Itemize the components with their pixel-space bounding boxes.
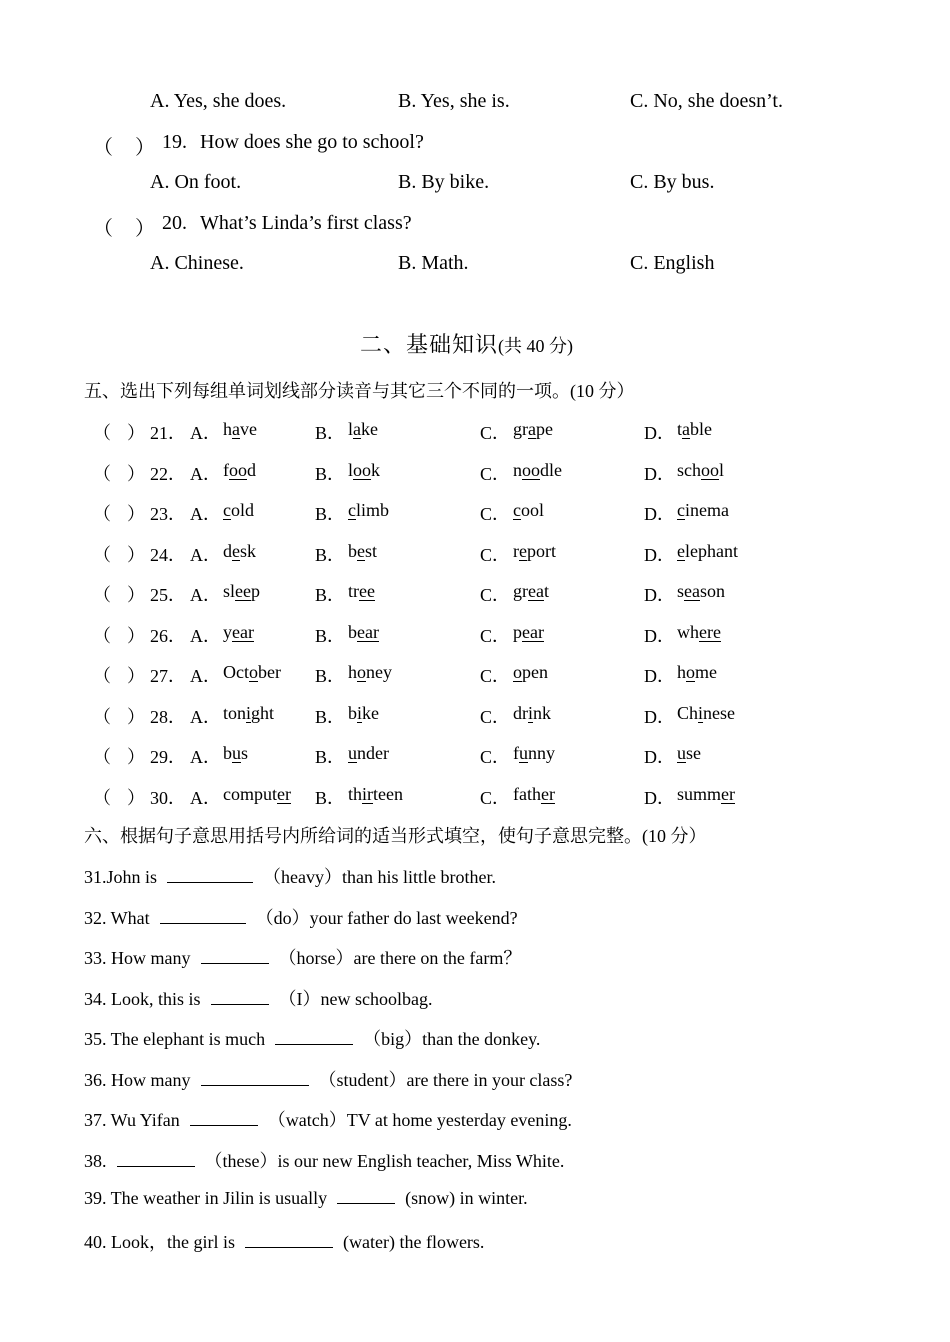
word-suffix: ool <box>521 500 545 520</box>
section-two-title <box>360 328 573 359</box>
fill-blank-item <box>84 1066 572 1092</box>
option-word <box>513 703 551 724</box>
word-suffix: old <box>231 500 255 520</box>
fill-blank-item <box>84 1187 528 1209</box>
option-word <box>223 662 281 683</box>
option-word <box>223 500 254 521</box>
option-letter: D． <box>644 666 675 686</box>
sentence-start: 39. The weather in Jilin is usually <box>84 1188 328 1208</box>
word-prefix: ton <box>223 702 247 723</box>
option-word <box>677 784 735 805</box>
word-prefix: t <box>677 419 683 439</box>
option-letter: B． <box>315 585 346 605</box>
q20-number: 20. <box>162 212 187 234</box>
underlined-letters: ear <box>357 621 379 642</box>
underlined-letters: o <box>513 662 522 682</box>
underlined-letters: oo <box>701 459 719 480</box>
section-six-heading: 六、根据句子意思用括号内所给词的适当形式填空，使句子意思完整。(10 分） <box>84 826 707 846</box>
q19-option-c: C. By bus. <box>630 171 715 193</box>
word-suffix: ke <box>361 419 379 439</box>
question-number: 28． <box>150 706 186 727</box>
word-suffix: nese <box>703 702 736 723</box>
answer-blank[interactable] <box>245 1231 333 1248</box>
option-letter: D． <box>644 747 675 767</box>
option-letter: C． <box>480 423 511 443</box>
answer-paren[interactable]: （ ） <box>93 666 145 686</box>
option-word <box>348 662 392 683</box>
word-suffix: son <box>700 581 726 601</box>
answer-paren[interactable]: （ ） <box>93 504 145 524</box>
underlined-letters: e <box>519 540 527 561</box>
word-suffix: port <box>527 540 556 561</box>
underlined-letters: ir <box>362 783 374 804</box>
option-letter: A． <box>190 463 221 484</box>
option-word <box>677 703 735 724</box>
option-letter: B． <box>315 747 346 767</box>
option-word <box>348 703 379 724</box>
option-word <box>223 460 256 481</box>
word-prefix: p <box>513 621 522 642</box>
question-number: 27． <box>150 666 186 686</box>
option-word <box>513 541 556 562</box>
word-prefix: b <box>348 702 357 723</box>
option-letter: D． <box>644 625 675 646</box>
word-prefix: s <box>677 581 685 601</box>
answer-paren[interactable]: （ ） <box>93 747 145 767</box>
underlined-letters: a <box>682 419 691 439</box>
sentence-start: 31.John is <box>84 867 158 887</box>
sentence-start: 34. Look, this is <box>84 988 201 1009</box>
option-word <box>677 581 725 602</box>
option-letter: D． <box>644 544 675 565</box>
question-number: 23． <box>150 504 186 524</box>
fill-blank-item <box>84 1106 572 1132</box>
q20-option-a: A. Chinese. <box>150 252 244 274</box>
underlined-letters: ea <box>528 581 544 601</box>
word-suffix: k <box>371 459 381 480</box>
underlined-letters: u <box>232 743 241 763</box>
underlined-letters: ea <box>684 581 700 601</box>
word-prefix: tr <box>348 581 359 601</box>
option-letter: A． <box>190 625 221 646</box>
word-suffix: nny <box>528 743 555 763</box>
option-letter: C． <box>480 544 511 565</box>
fill-blank-item <box>84 1228 484 1254</box>
answer-paren[interactable]: （ ） <box>93 463 145 484</box>
answer-paren[interactable]: （ ） <box>93 423 145 443</box>
underlined-letters: c <box>513 500 521 520</box>
underlined-letters: e <box>232 540 240 561</box>
underlined-letters: a <box>353 419 362 439</box>
option-letter: C． <box>480 706 511 727</box>
option-letter: D． <box>644 787 675 808</box>
question-number: 22． <box>150 463 186 484</box>
section-two-title-text: 二、基础知识 <box>360 332 499 357</box>
answer-paren[interactable]: （ ） <box>93 585 145 605</box>
question-number: 21． <box>150 423 186 443</box>
word-prefix: b <box>348 621 357 642</box>
option-letter: C． <box>480 504 511 524</box>
option-word <box>223 784 291 805</box>
option-letter: B． <box>315 423 346 443</box>
option-word <box>223 703 274 724</box>
answer-blank[interactable] <box>337 1187 395 1204</box>
option-word <box>348 500 389 521</box>
q19-option-b: B. By bike. <box>398 171 490 193</box>
answer-blank[interactable] <box>201 947 269 964</box>
word-suffix: ke <box>362 702 380 723</box>
q20-answer-paren[interactable]: （ ） <box>93 218 155 240</box>
underlined-letters: i <box>698 702 704 723</box>
option-word <box>677 743 701 764</box>
option-word <box>513 581 549 602</box>
underlined-letters: ear <box>232 621 254 642</box>
option-word <box>348 622 379 643</box>
underlined-letters: i <box>528 702 534 723</box>
option-word <box>223 743 248 764</box>
sentence-hint: （I）new schoolbag. <box>278 988 433 1009</box>
word-prefix: fath <box>513 783 541 804</box>
q18-option-c: C. No, she doesn’t. <box>630 90 783 112</box>
option-letter: B． <box>315 625 346 646</box>
option-word <box>513 743 555 764</box>
fill-blank-item <box>84 1025 540 1051</box>
option-letter: C． <box>480 747 511 767</box>
word-prefix: comput <box>223 783 277 804</box>
word-prefix: h <box>348 662 357 682</box>
word-prefix: f <box>513 743 519 763</box>
underlined-letters: u <box>677 743 686 763</box>
word-prefix: th <box>348 783 363 804</box>
sentence-start: 33. How many <box>84 948 191 968</box>
option-letter: A． <box>190 666 221 686</box>
sentence-start: 37. Wu Yifan <box>84 1110 180 1130</box>
q19-number: 19. <box>162 131 187 153</box>
word-prefix: gr <box>513 581 528 601</box>
word-prefix: y <box>223 621 232 642</box>
q18-option-b: B. Yes, she is. <box>398 90 510 112</box>
sentence-start: 38. <box>84 1150 107 1171</box>
word-prefix: l <box>348 419 354 439</box>
sentence-hint: (snow) in winter. <box>405 1188 528 1208</box>
q19-answer-paren[interactable]: （ ） <box>93 137 155 159</box>
word-prefix: Ch <box>677 702 699 723</box>
sentence-hint: （big）than the donkey. <box>363 1029 541 1049</box>
answer-blank[interactable] <box>190 1109 258 1126</box>
underlined-letters: o <box>686 662 695 682</box>
underlined-letters: ee <box>359 581 375 601</box>
option-letter: A． <box>190 544 221 565</box>
underlined-letters: er <box>721 783 735 804</box>
word-suffix: ber <box>258 662 281 682</box>
option-word <box>677 419 712 440</box>
q20-text: What’s Linda’s first class? <box>200 212 412 234</box>
question-number: 24． <box>150 544 186 565</box>
option-letter: D． <box>644 706 675 727</box>
word-prefix: l <box>348 459 354 480</box>
word-prefix: h <box>223 419 232 439</box>
section-five-heading: 五、选出下列每组单词划线部分读音与其它三个不同的一项。(10 分） <box>84 381 635 401</box>
option-word <box>348 419 378 440</box>
option-word <box>677 500 729 521</box>
option-letter: A． <box>190 747 221 767</box>
underlined-letters: c <box>677 500 685 520</box>
word-suffix: ney <box>366 662 392 682</box>
fill-blank-item <box>84 944 521 970</box>
fill-blank-item <box>84 1147 564 1173</box>
word-prefix: b <box>223 743 232 763</box>
question-number: 29． <box>150 747 186 767</box>
option-word <box>513 419 553 440</box>
option-letter: B． <box>315 544 346 565</box>
option-letter: C． <box>480 463 511 484</box>
underlined-letters: e <box>357 540 365 561</box>
answer-blank[interactable] <box>201 1069 309 1086</box>
option-letter: B． <box>315 463 346 484</box>
option-letter: C． <box>480 585 511 605</box>
underlined-letters: er <box>277 783 291 804</box>
underlined-letters: oo <box>522 459 540 480</box>
option-letter: B． <box>315 504 346 524</box>
answer-paren[interactable]: （ ） <box>93 787 145 808</box>
underlined-letters: ere <box>699 621 721 642</box>
option-letter: D． <box>644 585 675 605</box>
q20-option-b: B. Math. <box>398 252 469 274</box>
option-word <box>513 460 562 481</box>
option-letter: A． <box>190 706 221 727</box>
word-suffix: teen <box>373 783 403 804</box>
fill-blank-item <box>84 985 432 1011</box>
word-suffix: l <box>719 459 725 480</box>
question-number: 25． <box>150 585 186 605</box>
q19-text: How does she go to school? <box>200 131 424 153</box>
word-prefix: dr <box>513 702 528 723</box>
option-word <box>677 460 724 481</box>
answer-blank[interactable] <box>167 866 253 883</box>
option-letter: D． <box>644 504 675 524</box>
underlined-letters: o <box>249 662 258 682</box>
option-letter: D． <box>644 463 675 484</box>
underlined-letters: e <box>677 540 685 561</box>
option-word <box>677 662 717 683</box>
underlined-letters: c <box>223 500 231 520</box>
answer-blank[interactable] <box>117 1150 195 1167</box>
underlined-letters: i <box>357 702 363 723</box>
option-word <box>348 743 389 764</box>
option-letter: A． <box>190 504 221 524</box>
word-suffix: ght <box>251 702 275 723</box>
option-letter: B． <box>315 787 346 808</box>
sentence-hint: （these）is our new English teacher, Miss White. <box>204 1150 565 1171</box>
word-suffix: dle <box>540 459 562 480</box>
word-prefix: d <box>223 540 232 561</box>
sentence-hint: （do）your father do last weekend? <box>255 907 518 928</box>
word-suffix: pen <box>522 662 548 682</box>
option-word <box>513 622 544 643</box>
answer-paren[interactable]: （ ） <box>93 544 145 565</box>
underlined-letters: a <box>232 419 240 439</box>
question-number: 30． <box>150 787 186 808</box>
underlined-letters: u <box>519 743 528 763</box>
section-two-score: (共 40 分) <box>498 336 574 356</box>
underlined-letters: ear <box>522 621 544 642</box>
option-word <box>348 784 403 805</box>
word-suffix: ble <box>690 419 713 439</box>
sentence-hint: (water) the flowers. <box>343 1231 485 1252</box>
option-word <box>348 581 375 602</box>
option-letter: C． <box>480 625 511 646</box>
word-suffix: se <box>686 743 701 763</box>
sentence-hint: （heavy）than his little brother. <box>263 867 496 887</box>
answer-paren[interactable]: （ ） <box>93 625 145 646</box>
sentence-start: 40. Look，the girl is <box>84 1231 235 1252</box>
word-suffix: t <box>543 581 549 601</box>
word-suffix: limb <box>356 500 390 520</box>
underlined-letters: a <box>528 419 536 439</box>
option-word <box>677 622 721 643</box>
word-suffix: nk <box>533 702 552 723</box>
option-word <box>223 541 256 562</box>
q20-option-c: C. English <box>630 252 715 274</box>
word-suffix: ve <box>240 419 257 439</box>
word-suffix: me <box>695 662 717 682</box>
word-prefix: n <box>513 459 522 480</box>
sentence-start: 32. What <box>84 907 150 928</box>
option-word <box>223 581 260 602</box>
option-word <box>348 541 377 562</box>
sentence-hint: （horse）are there on the farm？ <box>278 948 522 968</box>
sentence-hint: （watch）TV at home yesterday evening. <box>267 1110 572 1130</box>
option-word <box>513 784 555 805</box>
answer-blank[interactable] <box>160 907 246 924</box>
word-suffix: p <box>251 581 260 601</box>
option-letter: D． <box>644 423 675 443</box>
option-letter: A． <box>190 585 221 605</box>
option-letter: C． <box>480 666 511 686</box>
word-prefix: f <box>223 459 229 480</box>
word-prefix: wh <box>677 621 699 642</box>
word-prefix: gr <box>513 419 528 439</box>
option-letter: A． <box>190 787 221 808</box>
word-prefix: r <box>513 540 519 561</box>
word-prefix: sch <box>677 459 701 480</box>
answer-paren[interactable]: （ ） <box>93 706 145 727</box>
underlined-letters: oo <box>353 459 372 480</box>
answer-blank[interactable] <box>275 1028 353 1045</box>
option-word <box>677 541 738 562</box>
word-suffix: pe <box>536 419 553 439</box>
word-suffix: nder <box>357 743 389 763</box>
fill-blank-item <box>84 904 518 930</box>
option-letter: A． <box>190 423 221 443</box>
word-prefix: sl <box>223 581 236 601</box>
underlined-letters: u <box>348 743 357 763</box>
sentence-hint: （student）are there in your class? <box>318 1069 573 1090</box>
word-suffix: st <box>365 540 378 561</box>
word-suffix: s <box>241 743 249 763</box>
underlined-letters: c <box>348 500 356 520</box>
word-prefix: Oct <box>223 662 249 682</box>
word-prefix: summ <box>677 783 722 804</box>
underlined-letters: i <box>246 702 252 723</box>
option-word <box>513 662 548 683</box>
word-prefix: h <box>677 662 686 682</box>
word-suffix: sk <box>240 540 257 561</box>
q18-option-a: A. Yes, she does. <box>150 90 287 112</box>
fill-blank-item <box>84 863 496 889</box>
option-word <box>223 622 254 643</box>
option-word <box>223 419 257 440</box>
underlined-letters: oo <box>229 459 247 480</box>
q19-option-a: A. On foot. <box>150 171 242 193</box>
word-suffix: inema <box>685 500 729 520</box>
option-letter: B． <box>315 706 346 727</box>
word-suffix: lephant <box>685 540 738 561</box>
word-prefix: b <box>348 540 357 561</box>
underlined-letters: er <box>540 783 555 804</box>
option-letter: B． <box>315 666 346 686</box>
word-suffix: d <box>247 459 256 480</box>
question-number: 26． <box>150 625 186 646</box>
underlined-letters: o <box>357 662 366 682</box>
underlined-letters: ee <box>235 581 251 601</box>
option-word <box>513 500 544 521</box>
option-letter: C． <box>480 787 511 808</box>
sentence-start: 36. How many <box>84 1069 191 1090</box>
answer-blank[interactable] <box>211 988 269 1005</box>
sentence-start: 35. The elephant is much <box>84 1029 266 1049</box>
option-word <box>348 460 380 481</box>
